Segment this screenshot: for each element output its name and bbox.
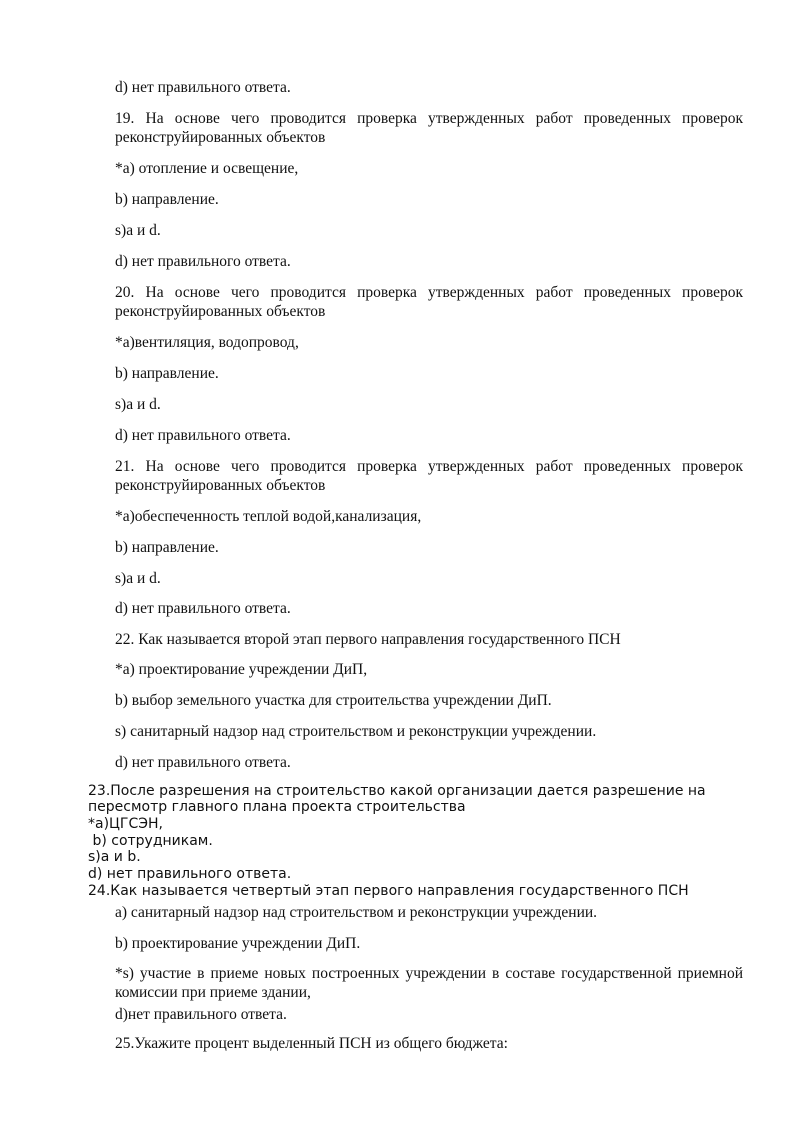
question-19: 19. На основе чего проводится проверка утвержденных работ проведенных проверок реконструйированных объектов bbox=[115, 110, 743, 146]
answer-s: *s) участие в приеме новых построенных учреждении в составе государственной приемной комиссии при приеме здании, bbox=[115, 965, 743, 1001]
answer-d: d) нет правильного ответа. bbox=[88, 866, 292, 882]
question-24: 24.Как называется четвертый этап первого направления государственного ПСН bbox=[88, 883, 689, 899]
answer-s: s)a и d. bbox=[115, 222, 161, 239]
answer-b: b) сотрудникам. bbox=[88, 833, 213, 849]
answer-d: d)нет правильного ответа. bbox=[115, 1006, 287, 1023]
answer-b: b) проектирование учреждении ДиП. bbox=[115, 935, 361, 952]
question-25: 25.Укажите процент выделенный ПСН из общего бюджета: bbox=[115, 1035, 508, 1052]
answer-s: s) санитарный надзор над строительством и реконструкции учреждении. bbox=[115, 723, 597, 740]
answer-a: *a)обеспеченность теплой водой,канализация, bbox=[115, 508, 422, 525]
answer-s: s)a и d. bbox=[115, 570, 161, 587]
answer-b: b) направление. bbox=[115, 365, 219, 382]
question-21: 21. На основе чего проводится проверка утвержденных работ проведенных проверок реконструйированных объектов bbox=[115, 458, 743, 494]
answer-d: d) нет правильного ответа. bbox=[115, 427, 291, 444]
answer-b: b) направление. bbox=[115, 539, 219, 556]
answer-d: d) нет правильного ответа. bbox=[115, 253, 291, 270]
answer-d: d) нет правильного ответа. bbox=[115, 600, 291, 617]
answer-s: s)a и b. bbox=[88, 849, 141, 865]
answer-d: d) нет правильного ответа. bbox=[115, 754, 291, 771]
question-22: 22. Как называется второй этап первого направления государственного ПСН bbox=[115, 631, 621, 648]
answer-b: b) выбор земельного участка для строительства учреждении ДиП. bbox=[115, 692, 552, 709]
answer-a: *a)вентиляция, водопровод, bbox=[115, 334, 299, 351]
question-20: 20. На основе чего проводится проверка утвержденных работ проведенных проверок реконструйированных объектов bbox=[115, 284, 743, 320]
answer-a: *a) проектирование учреждении ДиП, bbox=[115, 661, 368, 678]
question-23: 23.После разрешения на строительство какой организации дается разрешение на пересмотр главного плана проекта строительства bbox=[88, 783, 706, 815]
answer-a: a) санитарный надзор над строительством и реконструкции учреждении. bbox=[115, 904, 598, 921]
answer-b: b) направление. bbox=[115, 191, 219, 208]
answer-a: *a)ЦГСЭН, bbox=[88, 816, 163, 832]
answer-a: *a) отопление и освещение, bbox=[115, 160, 299, 177]
answer-d: d) нет правильного ответа. bbox=[115, 79, 291, 96]
answer-s: s)a и d. bbox=[115, 396, 161, 413]
